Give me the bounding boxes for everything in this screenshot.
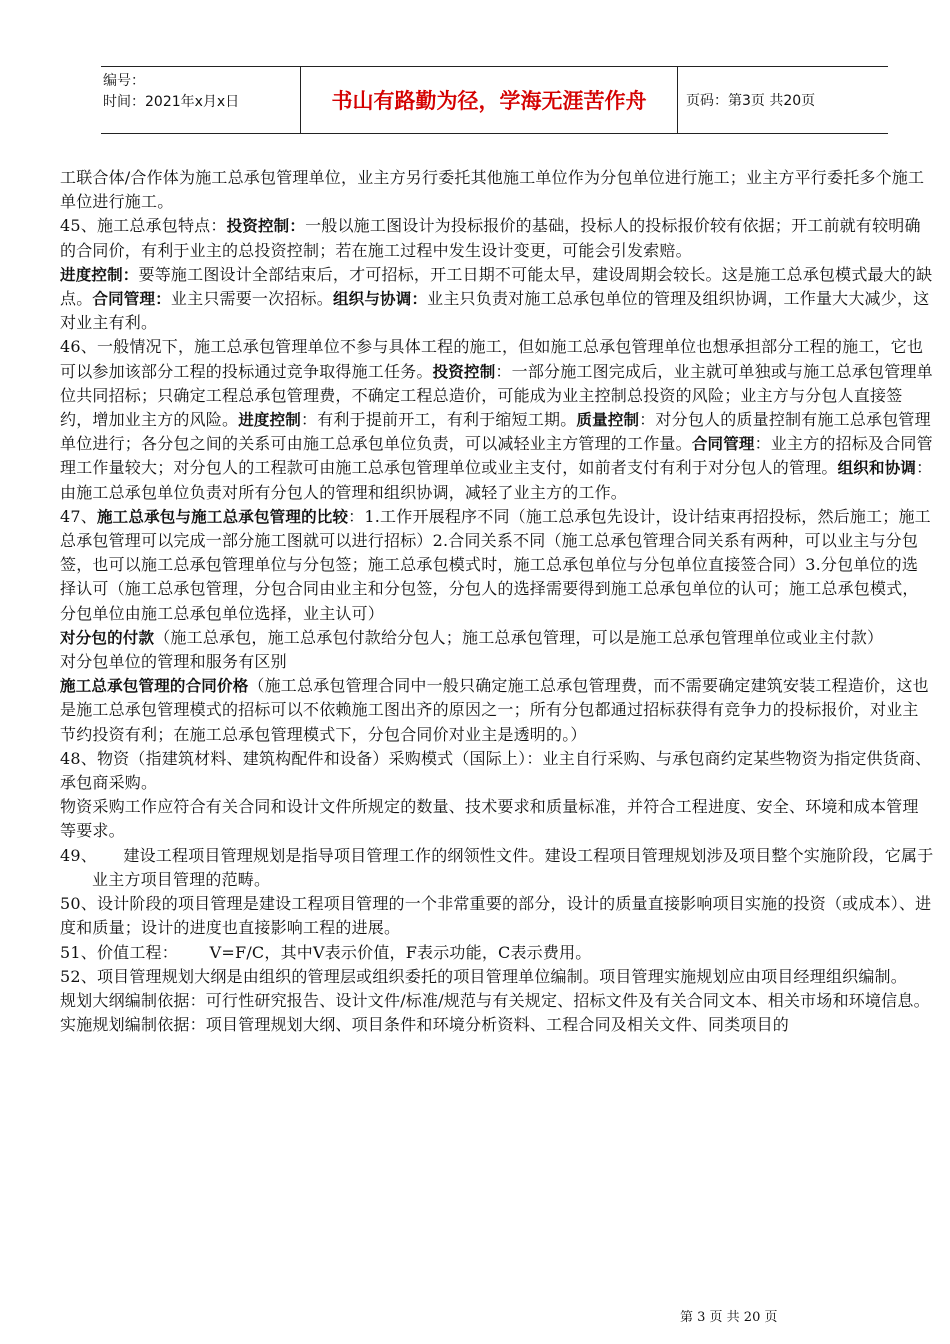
paragraph: 物资采购工作应符合有关合同和设计文件所规定的数量、技术要求和质量标准，并符合工程进度、安全、环境和成本管理等要求。 <box>60 797 919 841</box>
page-footer: 第 3 页 共 20 页 <box>680 1310 778 1325</box>
paragraph-50: 50、设计阶段的项目管理是建设工程项目管理的一个非常重要的部分，设计的质量直接影响项目实施的投资（或成本）、进度和质量；设计的进度也直接影响工程的进展。 <box>60 894 932 938</box>
header-meta <box>101 67 301 133</box>
paragraph: 规划大纲编制依据：可行性研究报告、设计文件/标准/规范与有关规定、招标文件及有关合同文本、相关市场和环境信息。 <box>60 990 930 1010</box>
page-header <box>101 66 888 134</box>
paragraph-52: 52、项目管理规划大纲是由组织的管理层或组织委托的项目管理单位编制。项目管理实施规划应由项目经理组织编制。 <box>60 966 907 986</box>
paragraph: 对分包的付款（施工总承包，施工总承包付款给分包人；施工总承包管理，可以是施工总承包管理单位或业主付款） <box>60 627 884 647</box>
document-time-label: 时间：2021年x月x日 <box>103 94 240 110</box>
paragraph-49: 49、 建设工程项目管理规划是指导项目管理工作的纲领性文件。建设工程项目管理规划涉及项目整个实施阶段，它属于业主方项目管理的范畴。 <box>60 845 934 889</box>
document-number-label: 编号： <box>103 73 145 89</box>
paragraph-46: 46、一般情况下，施工总承包管理单位不参与具体工程的施工，但如施工总承包管理单位也想承担部分工程的施工，它也可以参加该部分工程的投标通过竞争取得施工任务。投资控制：一部分施工图完成后，业主就可单独或与施工总承包管理单位共同招标；只确定工程总承包管理费，不确定工程总造价，可能成为业主控制总投资的风险；业主方与分包人直接签约，增加业主方的风险。进度控制：有利于提前开工，有利于缩短工期。质量控制：对分包人的质量控制有施工总承包管理单位进行；各分包之间的关系可由施工总承包单位负责，可以减轻业主方管理的工作量。合同管理：业主方的招标及合同管理工作量较大；对分包人的工程款可由施工总承包管理单位或业主支付，如前者支付有利于对分包人的管理。组织和协调：由施工总承包单位负责对所有分包人的管理和组织协调，减轻了业主方的工作。 <box>60 337 933 502</box>
paragraph-51: 51、价值工程： V=F/C，其中V表示价值，F表示功能，C表示费用。 <box>60 942 592 962</box>
header-motto: 书山有路勤为径，学海无涯苦作舟 <box>301 67 678 133</box>
paragraph: 对分包单位的管理和服务有区别 <box>60 652 287 672</box>
paragraph: 工联合体/合作体为施工总承包管理单位，业主方另行委托其他施工单位作为分包单位进行施工；业主方平行委托多个施工单位进行施工。 <box>60 168 925 212</box>
paragraph: 实施规划编制依据：项目管理规划大纲、项目条件和环境分析资料、工程合同及相关文件、同类项目的 <box>60 1015 790 1035</box>
document-body <box>60 166 934 1037</box>
header-page-label: 页码：第3页 共20页 <box>686 93 816 109</box>
paragraph: 施工总承包管理的合同价格（施工总承包管理合同中一般只确定施工总承包管理费，而不需要确定建筑安装工程造价，这也是施工总承包管理模式的招标可以不依赖施工图出齐的原因之一；所有分包都通过招标获得有竞争力的投标报价，对业主节约投资有利；在施工总承包管理模式下，分包合同价对业主是透明的。） <box>60 676 929 744</box>
paragraph-45: 45、施工总承包特点：投资控制：一般以施工图设计为投标报价的基础，投标人的投标报价较有依据；开工前就有较明确的合同价，有利于业主的总投资控制；若在施工过程中发生设计变更，可能会引发索赔。 <box>60 216 921 260</box>
paragraph-48: 48、物资（指建筑材料、建筑构配件和设备）采购模式（国际上）：业主自行采购、与承包商约定某些物资为指定供货商、承包商采购。 <box>60 748 932 793</box>
paragraph-47: 47、施工总承包与施工总承包管理的比较：1.工作开展程序不同（施工总承包先设计，设计结束再招投标，然后施工；施工总承包管理可以完成一部分施工图就可以进行招标）2.合同关系不同（施工总承包管理合同关系有两种，可以业主与分包签，也可以施工总承包管理单位与分包签；施工总承包模式时，施工总承包单位与分包单位直接签合同）3.分包单位的选择认可（施工总承包管理，分包合同由业主和分包签，分包人的选择需要得到施工总承包单位的认可；施工总承包模式，分包单位由施工总承包单位选择，业主认可） <box>60 506 931 623</box>
paragraph: 进度控制：要等施工图设计全部结束后，才可招标，开工日期不可能太早，建设周期会较长。这是施工总承包模式最大的缺点。合同管理：业主只需要一次招标。组织与协调：业主只负责对施工总承包单位的管理及组织协调，工作量大大减少，这对业主有利。 <box>60 264 933 333</box>
